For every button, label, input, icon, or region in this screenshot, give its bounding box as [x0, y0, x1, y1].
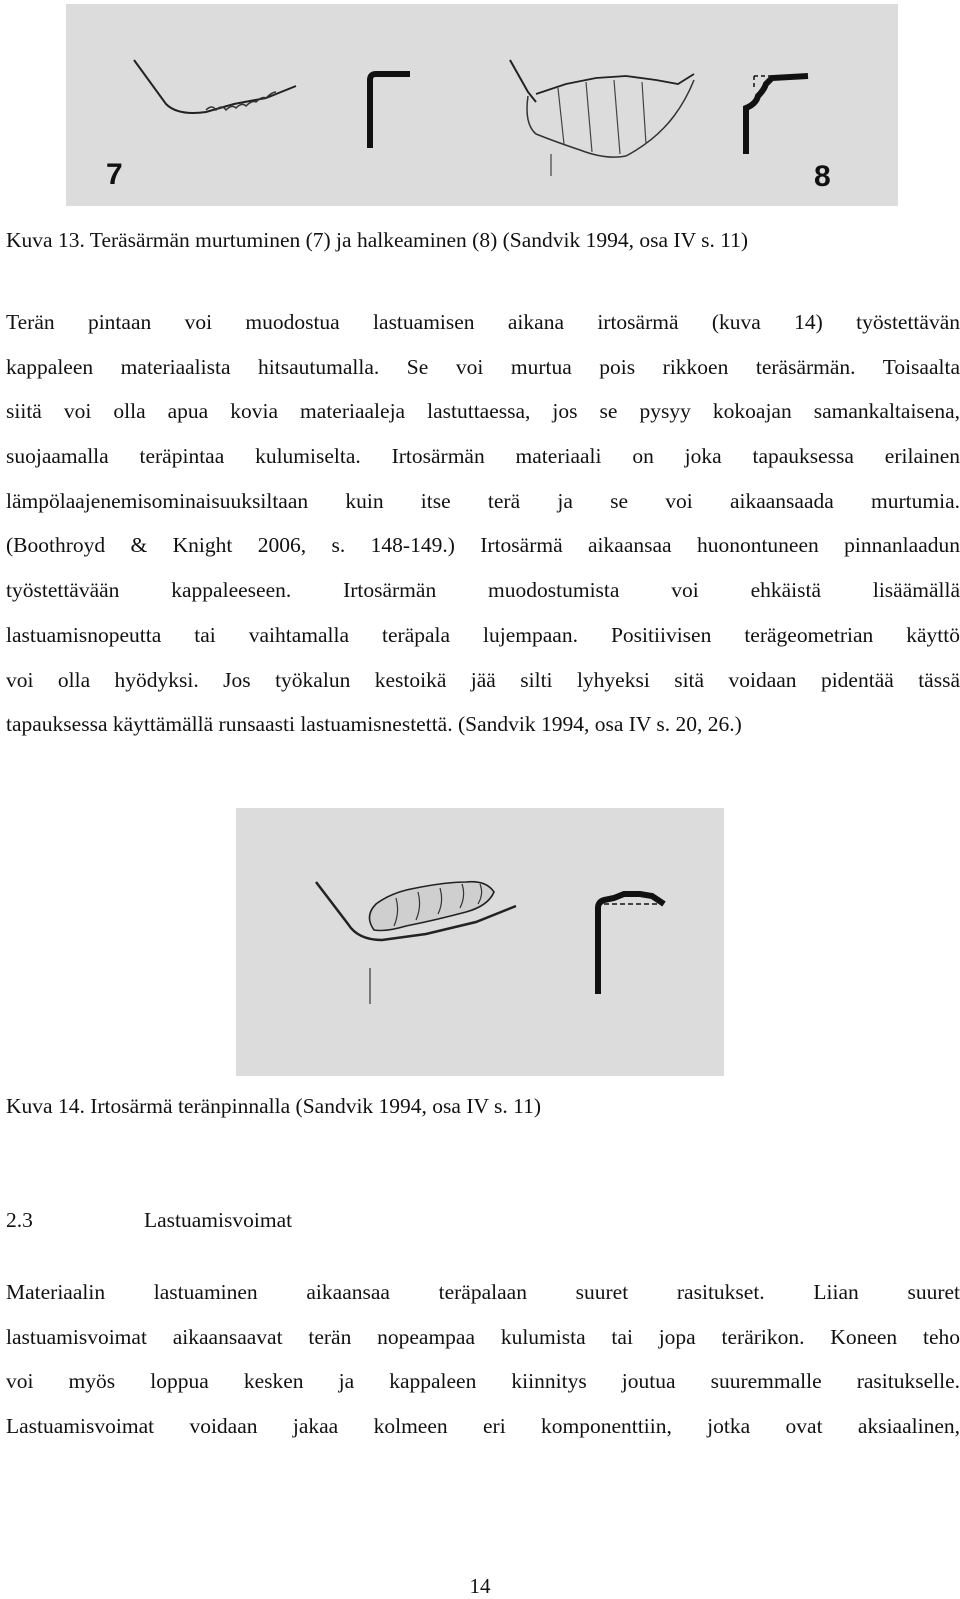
- paragraph-line: kappaleen materiaalista hitsautumalla. Se voi murtua pois rikkoen teräsärmän. Toisaalta: [6, 354, 960, 379]
- paragraph-line: tapauksessa käyttämällä runsaasti lastuamisnestettä. (Sandvik 1994, osa IV s. 20, 26.): [6, 712, 742, 737]
- figure-label-7: 7: [106, 158, 123, 191]
- paragraph-line: työstettävään kappaleeseen. Irtosärmän muodostumista voi ehkäistä lisäämällä: [6, 578, 960, 603]
- section-heading: [6, 1198, 292, 1243]
- figure-13-caption: Kuva 13. Teräsärmän murtuminen (7) ja halkeaminen (8) (Sandvik 1994, osa IV s. 11): [6, 228, 749, 252]
- insert-outline-left: [134, 60, 296, 113]
- insert-outline-right: [510, 60, 536, 102]
- crack-lines: [558, 80, 646, 154]
- figure-13-edge-fracture: [66, 4, 898, 206]
- figure-14-built-up-edge: [236, 808, 724, 1076]
- paragraph-line: (Boothroyd & Knight 2006, s. 148-149.) Irtosärmä aikaansaa huonontuneen pinnanlaadun: [6, 533, 960, 558]
- figure-14-illustration: [236, 808, 724, 1076]
- edge-profile-right: [746, 76, 808, 154]
- crack-outline: [527, 80, 694, 157]
- body-paragraph-built-up-edge: [6, 300, 960, 747]
- figure-14-caption: Kuva 14. Irtosärmä teränpinnalla (Sandvik 1994, osa IV s. 11): [6, 1094, 541, 1118]
- chipped-edge-detail: [206, 92, 276, 110]
- paragraph-line: Lastuamisvoimat voidaan jakaa kolmeen eri komponenttiin, jotka ovat aksiaalinen,: [6, 1414, 960, 1439]
- paragraph-line: voi olla hyödyksi. Jos työkalun kestoikä jää silti lyhyeksi sitä voidaan pidentää tässä: [6, 667, 960, 692]
- paragraph-line: Terän pintaan voi muodostua lastuamisen aikana irtosärmä (kuva 14) työstettävän: [6, 310, 960, 334]
- paragraph-line: Materiaalin lastuaminen aikaansaa teräpalaan suuret rasitukset. Liian suuret: [6, 1280, 960, 1304]
- body-paragraph-cutting-forces: [6, 1270, 960, 1449]
- paragraph-line: lämpölaajenemisominaisuuksiltaan kuin itse terä ja se voi aikaansaada murtumia.: [6, 488, 960, 513]
- section-title: Lastuamisvoimat: [144, 1208, 293, 1232]
- paragraph-line: voi myös loppua kesken ja kappaleen kiinnitys joutua suuremmalle rasitukselle.: [6, 1369, 960, 1394]
- paragraph-line: suojaamalla teräpintaa kulumiselta. Irtosärmän materiaali on joka tapauksessa erilainen: [6, 444, 960, 469]
- figure-label-8: 8: [814, 160, 831, 193]
- paragraph-line: siitä voi olla apua kovia materiaaleja lastuttaessa, jos se pysyy kokoajan samankaltaisena,: [6, 399, 960, 424]
- paragraph-line: lastuamisnopeutta tai vaihtamalla teräpala lujempaan. Positiivisen terägeometrian käyttö: [6, 622, 960, 647]
- paragraph-line: lastuamisvoimat aikaansaavat terän nopeampaa kulumista tai jopa terärikon. Koneen teho: [6, 1324, 960, 1349]
- page-number: 14: [469, 1574, 491, 1598]
- edge-profile-left: [370, 74, 410, 148]
- figure-13-illustration: [66, 4, 898, 206]
- section-number: 2.3: [6, 1208, 33, 1232]
- edge-profile: [598, 894, 664, 994]
